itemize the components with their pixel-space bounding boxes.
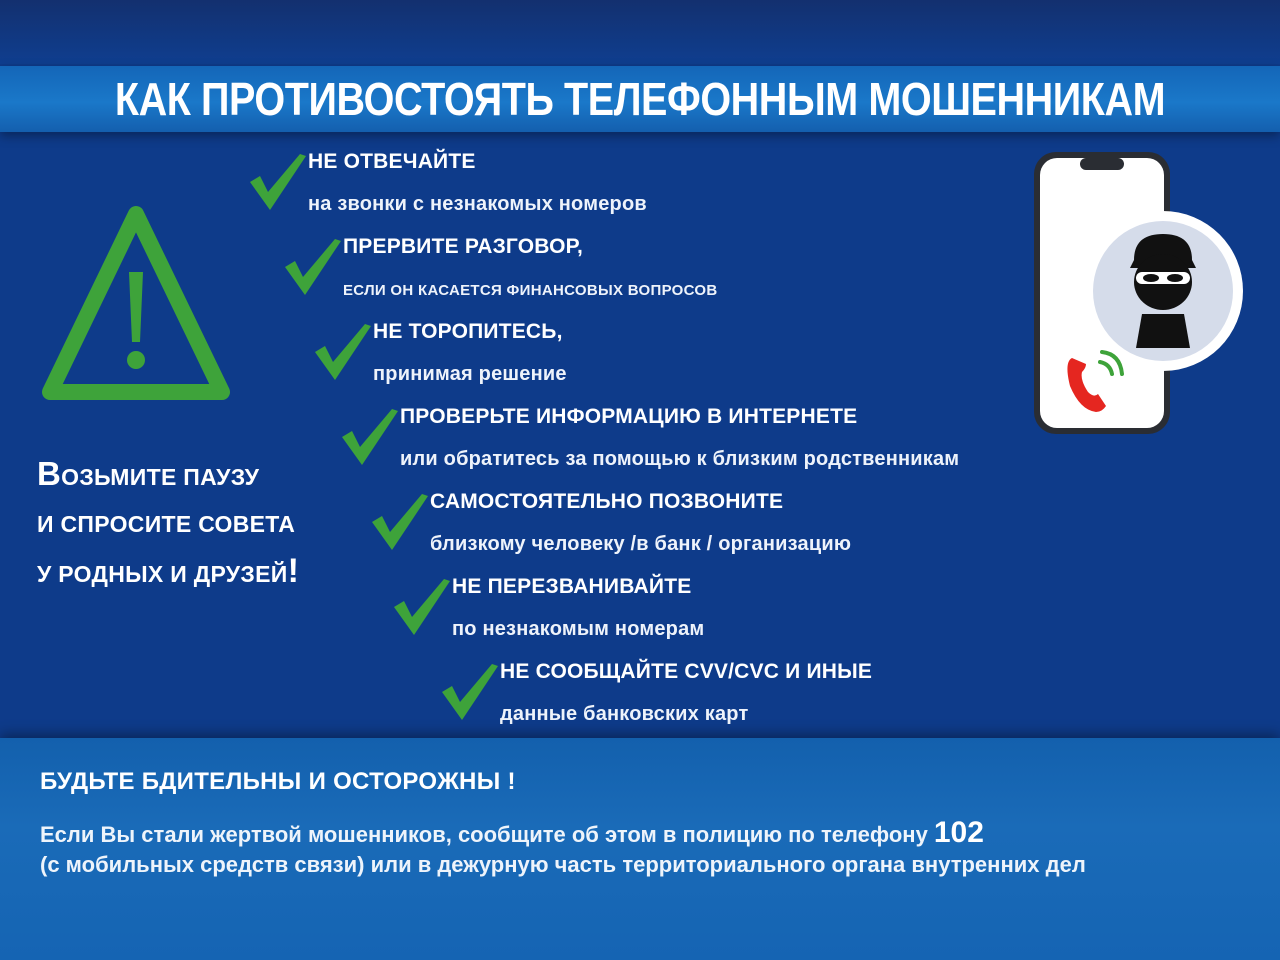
pause-line3: У РОДНЫХ И ДРУЗЕЙ (37, 561, 288, 587)
tip-heading: САМОСТОЯТЕЛЬНО ПОЗВОНИТЕ (430, 490, 784, 513)
tip-detail: ЕСЛИ ОН КАСАЕТСЯ ФИНАНСОВЫХ ВОПРОСОВ (343, 282, 718, 299)
checkmark-icon (338, 407, 398, 467)
checkmark-icon (390, 577, 450, 637)
pause-line1: ОЗЬМИТЕ ПАУЗУ (61, 464, 260, 490)
pause-first-letter: В (37, 455, 62, 492)
tip-detail: принимая решение (373, 363, 567, 385)
tip-heading: ПРОВЕРЬТЕ ИНФОРМАЦИЮ В ИНТЕРНЕТЕ (400, 405, 858, 428)
phone-icon (1030, 148, 1250, 438)
checkmark-icon (438, 662, 498, 722)
tip-detail: данные банковских карт (500, 703, 749, 725)
tip-heading: НЕ ТОРОПИТЕСЬ, (373, 320, 563, 343)
page-title: КАК ПРОТИВОСТОЯТЬ ТЕЛЕФОННЫМ МОШЕННИКАМ (114, 73, 1166, 125)
checkmark-icon (281, 237, 341, 297)
tip-detail: по незнакомым номерам (452, 618, 705, 640)
police-phone-number: 102 (933, 816, 984, 849)
checkmark-icon (311, 322, 371, 382)
police-notice-text: Если Вы стали жертвой мошенников, сообщите об этом в полицию по телефону (40, 822, 928, 847)
tip-heading: НЕ СООБЩАЙТЕ CVV/CVC И ИНЫЕ (500, 660, 873, 683)
bottom-panel (0, 738, 1280, 960)
tip-heading: НЕ ОТВЕЧАЙТЕ (308, 150, 476, 173)
tip-detail: или обратитесь за помощью к близким родственникам (400, 448, 960, 470)
masked-fraudster-icon (1083, 211, 1243, 371)
tip-detail: на звонки с незнакомых номеров (308, 193, 647, 215)
pause-line2: И СПРОСИТЕ СОВЕТА (37, 511, 296, 537)
police-notice (40, 816, 984, 850)
police-notice-continued: (с мобильных средств связи) или в дежурную часть территориального органа внутренних дел (40, 852, 1086, 877)
pause-exclamation: ! (287, 552, 300, 590)
warning-triangle-icon (40, 202, 232, 406)
tip-heading: НЕ ПЕРЕЗВАНИВАЙТЕ (452, 575, 692, 598)
bottom-title: БУДЬТЕ БДИТЕЛЬНЫ И ОСТОРОЖНЫ ! (40, 768, 516, 795)
checkmark-icon (246, 152, 306, 212)
title-bar (0, 66, 1280, 132)
pause-advice (37, 450, 367, 598)
top-band (0, 0, 1280, 64)
tip-heading: ПРЕРВИТЕ РАЗГОВОР, (343, 235, 584, 258)
tip-detail: близкому человеку /в банк / организацию (430, 533, 852, 555)
checkmark-icon (368, 492, 428, 552)
